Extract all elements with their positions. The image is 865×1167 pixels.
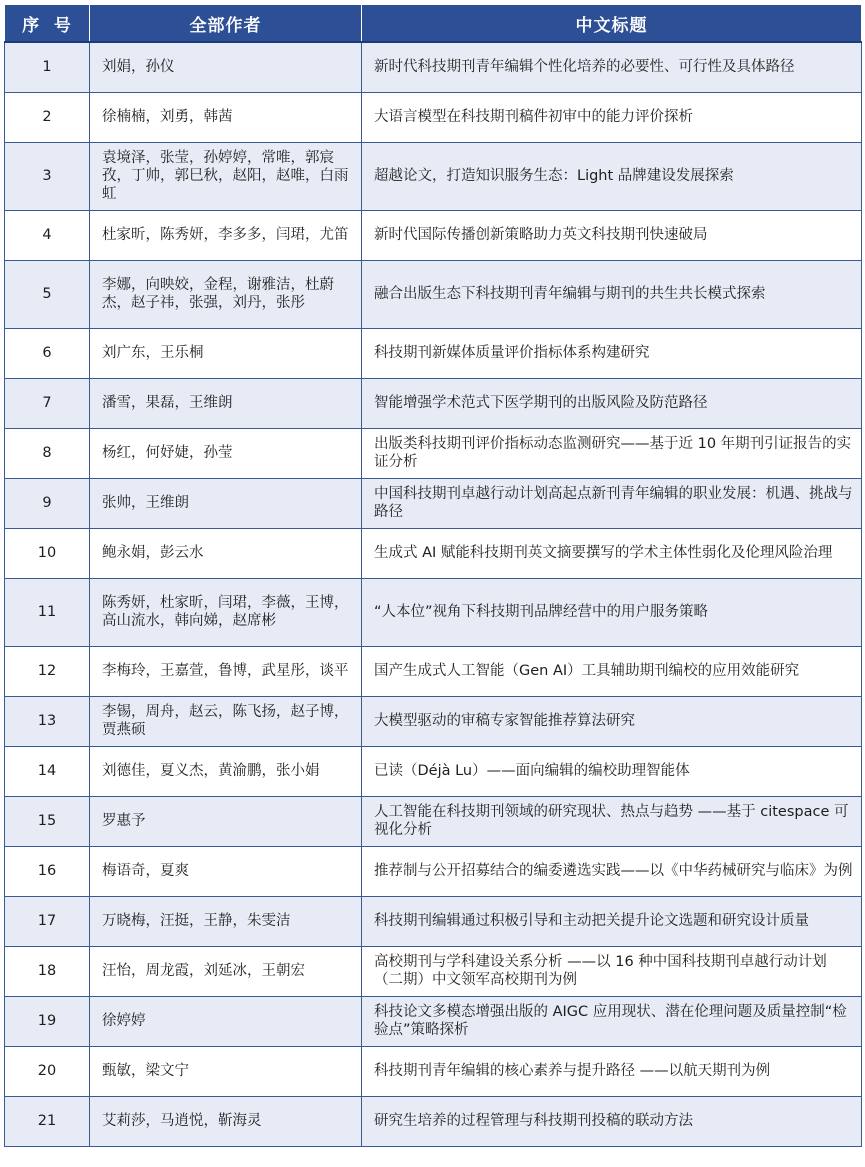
row-number: 5 [5,260,90,328]
row-title: 国产生成式人工智能（Gen AI）工具辅助期刊编校的应用效能研究 [362,646,862,696]
row-title: 科技期刊青年编辑的核心素养与提升路径 ——以航天期刊为例 [362,1046,862,1096]
row-number: 12 [5,646,90,696]
row-authors: 杜家昕，陈秀妍，李多多，闫珺，尤笛 [90,210,362,260]
row-authors: 艾莉莎，马逍悦，靳海灵 [90,1096,362,1146]
row-title: 新时代国际传播创新策略助力英文科技期刊快速破局 [362,210,862,260]
row-authors: 罗惠予 [90,796,362,846]
row-title: 科技期刊新媒体质量评价指标体系构建研究 [362,328,862,378]
table-row [5,1046,862,1096]
table-row [5,378,862,428]
row-authors: 李娜，向映姣，金程，谢雅洁，杜蔚杰，赵子祎，张强，刘丹，张彤 [90,260,362,328]
row-authors: 李梅玲，王嘉萱，鲁博，武星彤，谈平 [90,646,362,696]
table-row [5,42,862,92]
table-row [5,796,862,846]
row-authors: 袁境泽，张莹，孙婷婷，常唯，郭宸孜，丁帅，郭巳秋，赵阳，赵唯，白雨虹 [90,142,362,210]
row-title: 智能增强学术范式下医学期刊的出版风险及防范路径 [362,378,862,428]
row-authors: 潘雪，果磊，王维朗 [90,378,362,428]
table-row [5,746,862,796]
row-title: 融合出版生态下科技期刊青年编辑与期刊的共生共长模式探索 [362,260,862,328]
table-row [5,528,862,578]
papers-table [4,4,862,1147]
row-number: 17 [5,896,90,946]
table-row [5,946,862,996]
row-authors: 李锡，周舟，赵云，陈飞扬，赵子博，贾燕硕 [90,696,362,746]
row-authors: 鲍永娟，彭云水 [90,528,362,578]
table-row [5,428,862,478]
row-authors: 甄敏，梁文宁 [90,1046,362,1096]
row-number: 19 [5,996,90,1046]
row-title: 科技期刊编辑通过积极引导和主动把关提升论文选题和研究设计质量 [362,896,862,946]
header-row [5,5,862,43]
table-row [5,846,862,896]
row-title: 超越论文，打造知识服务生态：Light 品牌建设发展探索 [362,142,862,210]
table-row [5,142,862,210]
row-title: 大模型驱动的审稿专家智能推荐算法研究 [362,696,862,746]
row-authors: 徐婷婷 [90,996,362,1046]
row-authors: 徐楠楠，刘勇，韩茜 [90,92,362,142]
row-number: 11 [5,578,90,646]
table-row [5,578,862,646]
row-title: 科技论文多模态增强出版的 AIGC 应用现状、潜在伦理问题及质量控制“检验点”策略探析 [362,996,862,1046]
row-number: 3 [5,142,90,210]
row-number: 1 [5,42,90,92]
row-title: 高校期刊与学科建设关系分析 ——以 16 种中国科技期刊卓越行动计划（二期）中文领军高校期刊为例 [362,946,862,996]
row-title: 中国科技期刊卓越行动计划高起点新刊青年编辑的职业发展：机遇、挑战与路径 [362,478,862,528]
table-row [5,260,862,328]
row-authors: 万晓梅，汪挺，王静，朱雯洁 [90,896,362,946]
row-title: 已读（Déjà Lu）——面向编辑的编校助理智能体 [362,746,862,796]
row-title: 新时代科技期刊青年编辑个性化培养的必要性、可行性及具体路径 [362,42,862,92]
row-authors: 刘德佳，夏义杰，黄渝鹏，张小娟 [90,746,362,796]
table-row [5,696,862,746]
row-authors: 杨红，何妤婕，孙莹 [90,428,362,478]
row-number: 21 [5,1096,90,1146]
row-title: 人工智能在科技期刊领域的研究现状、热点与趋势 ——基于 citespace 可视化分析 [362,796,862,846]
row-number: 6 [5,328,90,378]
row-number: 13 [5,696,90,746]
row-number: 9 [5,478,90,528]
row-number: 2 [5,92,90,142]
row-authors: 刘广东，王乐桐 [90,328,362,378]
row-authors: 陈秀妍，杜家昕，闫珺，李薇，王博，高山流水，韩向娣，赵席彬 [90,578,362,646]
table-row [5,92,862,142]
row-number: 18 [5,946,90,996]
row-number: 8 [5,428,90,478]
row-number: 10 [5,528,90,578]
header-chinese-title: 中文标题 [362,5,862,43]
row-number: 16 [5,846,90,896]
header-all-authors: 全部作者 [90,5,362,43]
row-number: 7 [5,378,90,428]
row-authors: 梅语奇，夏爽 [90,846,362,896]
row-authors: 张帅，王维朗 [90,478,362,528]
row-title: 出版类科技期刊评价指标动态监测研究——基于近 10 年期刊引证报告的实证分析 [362,428,862,478]
table-row [5,478,862,528]
row-authors: 刘娟，孙仪 [90,42,362,92]
table-row [5,210,862,260]
row-title: “人本位”视角下科技期刊品牌经营中的用户服务策略 [362,578,862,646]
row-authors: 汪怡，周龙霞，刘延冰，王朝宏 [90,946,362,996]
row-title: 生成式 AI 赋能科技期刊英文摘要撰写的学术主体性弱化及伦理风险治理 [362,528,862,578]
table-row [5,896,862,946]
row-number: 14 [5,746,90,796]
header-serial-number: 序 号 [5,5,90,43]
table-row [5,996,862,1046]
row-title: 研究生培养的过程管理与科技期刊投稿的联动方法 [362,1096,862,1146]
table-row [5,328,862,378]
row-number: 15 [5,796,90,846]
row-title: 推荐制与公开招募结合的编委遴选实践——以《中华药械研究与临床》为例 [362,846,862,896]
table-row [5,1096,862,1146]
row-title: 大语言模型在科技期刊稿件初审中的能力评价探析 [362,92,862,142]
row-number: 20 [5,1046,90,1096]
table-row [5,646,862,696]
row-number: 4 [5,210,90,260]
